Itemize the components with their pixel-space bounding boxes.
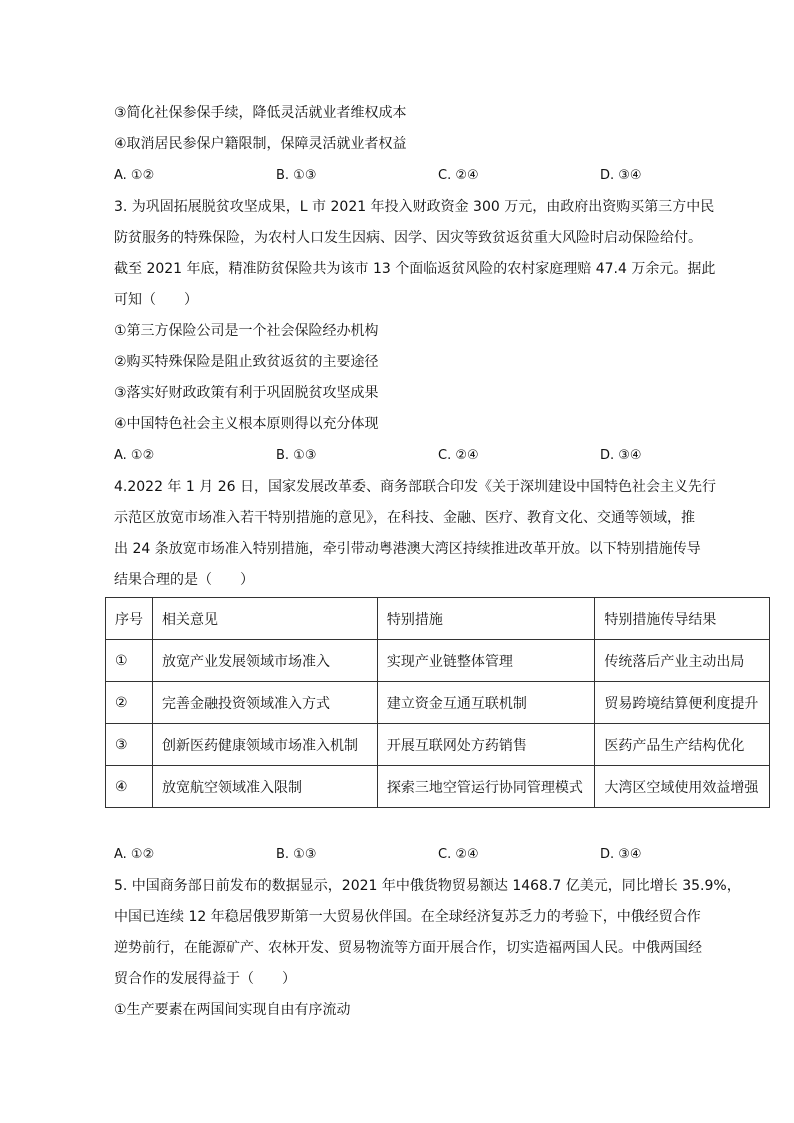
q3-option-b: B. ①③ — [276, 448, 317, 463]
q5-stem-line-1: 5. 中国商务部日前发布的数据显示，2021 年中俄货物贸易额达 1468.7 亿美元，同比增长 35.9%， — [114, 878, 741, 894]
header-measure: 特别措施 — [377, 598, 594, 640]
q3-option-c: C. ②④ — [438, 448, 479, 463]
q2-statement-3: ③简化社保参保手续，降低灵活就业者维权成本 — [114, 105, 407, 121]
q4-option-d: D. ③④ — [600, 847, 642, 862]
header-number: 序号 — [106, 598, 153, 640]
row-result: 大湾区空域使用效益增强 — [595, 766, 770, 808]
q3-stem-line-4: 可知（ ） — [114, 292, 198, 308]
q3-statement-3: ③落实好财政政策有利于巩固脱贫攻坚成果 — [114, 385, 379, 401]
q5-stem-line-4: 贸合作的发展得益于（ ） — [114, 971, 296, 987]
table-row — [106, 640, 770, 682]
q4-stem-line-3: 出 24 条放宽市场准入特别措施，牵引带动粤港澳大湾区持续推进改革开放。以下特别措施传导 — [114, 541, 701, 557]
row-opinion: 完善金融投资领域准入方式 — [153, 682, 378, 724]
q3-option-d: D. ③④ — [600, 448, 642, 463]
q4-stem-line-1: 4.2022 年 1 月 26 日，国家发展改革委、商务部联合印发《关于深圳建设中国特色社会主义先行 — [114, 479, 716, 495]
q2-option-b: B. ①③ — [276, 168, 317, 183]
q2-option-a: A. ①② — [114, 168, 155, 183]
q3-statement-2: ②购买特殊保险是阻止致贫返贫的主要途径 — [114, 354, 379, 370]
q4-stem-line-2: 示范区放宽市场准入若干特别措施的意见》，在科技、金融、医疗、教育文化、交通等领域，推 — [114, 510, 695, 526]
row-result: 传统落后产业主动出局 — [595, 640, 770, 682]
q4-option-a: A. ①② — [114, 847, 155, 862]
q3-option-a: A. ①② — [114, 448, 155, 463]
row-measure: 探索三地空管运行协同管理模式 — [377, 766, 594, 808]
q4-stem-line-4: 结果合理的是（ ） — [114, 572, 254, 588]
q4-option-b: B. ①③ — [276, 847, 317, 862]
q2-option-d: D. ③④ — [600, 168, 642, 183]
row-measure: 开展互联网处方药销售 — [377, 724, 594, 766]
q3-statement-4: ④中国特色社会主义根本原则得以充分体现 — [114, 416, 379, 432]
header-result: 特别措施传导结果 — [595, 598, 770, 640]
q3-stem-line-1: 3. 为巩固拓展脱贫攻坚成果，L 市 2021 年投入财政资金 300 万元，由政府出资购买第三方中民 — [114, 199, 715, 215]
table-header-row — [106, 598, 770, 640]
row-measure: 实现产业链整体管理 — [377, 640, 594, 682]
q4-option-c: C. ②④ — [438, 847, 479, 862]
row-measure: 建立资金互通互联机制 — [377, 682, 594, 724]
table-row — [106, 766, 770, 808]
measures-table — [105, 597, 770, 808]
q5-statement-1: ①生产要素在两国间实现自由有序流动 — [114, 1002, 351, 1018]
q5-stem-line-3: 逆势前行，在能源矿产、农林开发、贸易物流等方面开展合作，切实造福两国人民。中俄两国经 — [114, 940, 702, 956]
row-number: ② — [106, 682, 153, 724]
q3-stem-line-2: 防贫服务的特殊保险，为农村人口发生因病、因学、因灾等致贫返贫重大风险时启动保险给付。 — [114, 230, 702, 246]
row-number: ③ — [106, 724, 153, 766]
q3-statement-1: ①第三方保险公司是一个社会保险经办机构 — [114, 323, 379, 339]
row-opinion: 放宽航空领域准入限制 — [153, 766, 378, 808]
header-opinion: 相关意见 — [153, 598, 378, 640]
row-result: 贸易跨境结算便利度提升 — [595, 682, 770, 724]
q2-option-c: C. ②④ — [438, 168, 479, 183]
q5-stem-line-2: 中国已连续 12 年稳居俄罗斯第一大贸易伙伴国。在全球经济复苏乏力的考验下，中俄经贸合作 — [114, 909, 701, 925]
row-number: ① — [106, 640, 153, 682]
table-row — [106, 682, 770, 724]
q2-statement-4: ④取消居民参保户籍限制，保障灵活就业者权益 — [114, 136, 407, 152]
q3-stem-line-3: 截至 2021 年底，精准防贫保险共为该市 13 个面临返贫风险的农村家庭理赔 47.4 万余元。据此 — [114, 261, 716, 277]
row-result: 医药产品生产结构优化 — [595, 724, 770, 766]
row-opinion: 放宽产业发展领域市场准入 — [153, 640, 378, 682]
row-opinion: 创新医药健康领域市场准入机制 — [153, 724, 378, 766]
row-number: ④ — [106, 766, 153, 808]
table-row — [106, 724, 770, 766]
